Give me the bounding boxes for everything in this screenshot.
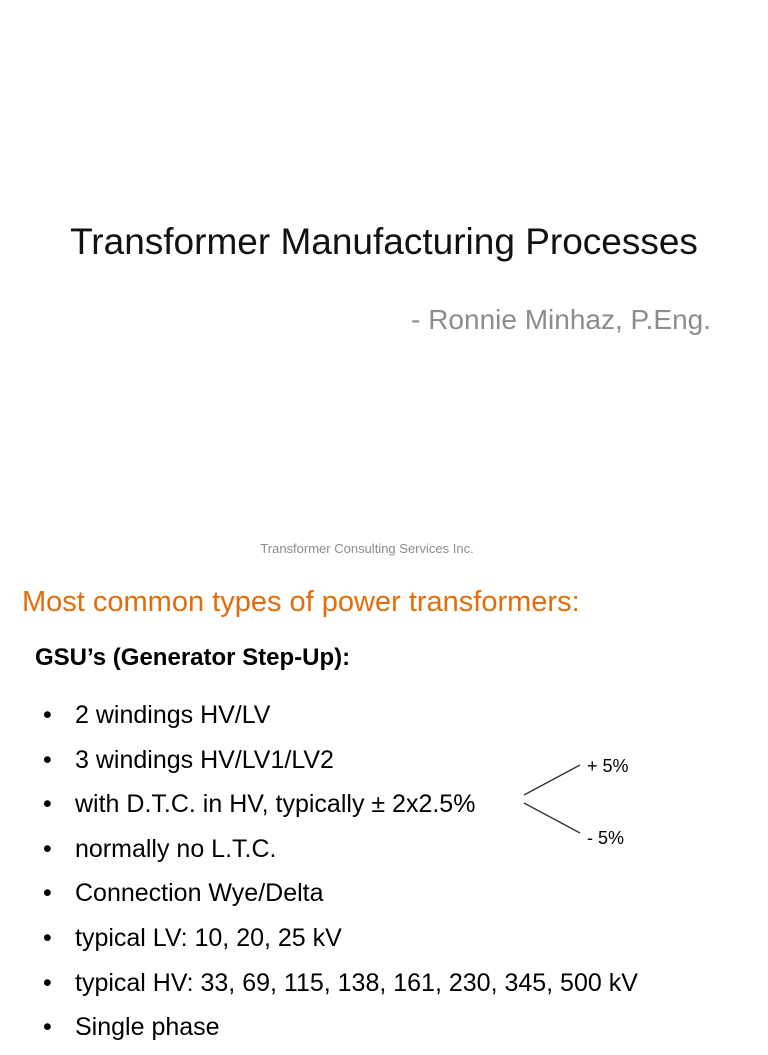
upper-branch-line bbox=[524, 765, 580, 795]
list-item-text: Single phase bbox=[75, 1013, 220, 1042]
list-item-text: normally no L.T.C. bbox=[75, 834, 277, 863]
bullet-icon: • bbox=[43, 701, 52, 729]
lower-branch-line bbox=[524, 803, 580, 833]
bullet-icon: • bbox=[43, 1013, 52, 1042]
bullet-icon: • bbox=[43, 790, 52, 819]
presentation-title: Transformer Manufacturing Processes bbox=[70, 221, 698, 262]
list-item-text: with D.T.C. in HV, typically ± 2x2.5% bbox=[75, 790, 476, 819]
bullet-icon: • bbox=[43, 745, 52, 774]
bullet-icon: • bbox=[43, 923, 52, 952]
bullet-icon: • bbox=[43, 834, 52, 863]
bullet-icon: • bbox=[43, 879, 52, 908]
tap-branch-lines bbox=[520, 761, 590, 841]
content-slide bbox=[0, 576, 768, 1042]
presentation-author: - Ronnie Minhaz, P.Eng. bbox=[411, 304, 711, 335]
bullet-icon: • bbox=[43, 968, 52, 997]
list-item-text: typical LV: 10, 20, 25 kV bbox=[75, 923, 342, 952]
slide-subheading: GSU’s (Generator Step-Up): bbox=[35, 644, 351, 671]
list-item-text: 3 windings HV/LV1/LV2 bbox=[75, 745, 334, 774]
tap-plus-label: + 5% bbox=[587, 756, 629, 776]
list-item bbox=[43, 1010, 638, 1055]
list-item-text: 2 windings HV/LV bbox=[75, 701, 271, 729]
list-item bbox=[43, 876, 638, 921]
list-item bbox=[43, 698, 638, 743]
list-item-text: Connection Wye/Delta bbox=[75, 879, 324, 908]
tap-minus-label: - 5% bbox=[587, 828, 625, 848]
slide-heading: Most common types of power transformers: bbox=[22, 586, 580, 618]
slide-footer: Transformer Consulting Services Inc. bbox=[260, 541, 474, 556]
bullet-list bbox=[43, 698, 638, 1055]
list-item-text: typical HV: 33, 69, 115, 138, 161, 230, 345, 500 kV bbox=[75, 968, 638, 997]
list-item bbox=[43, 966, 638, 1011]
list-item bbox=[43, 921, 638, 966]
